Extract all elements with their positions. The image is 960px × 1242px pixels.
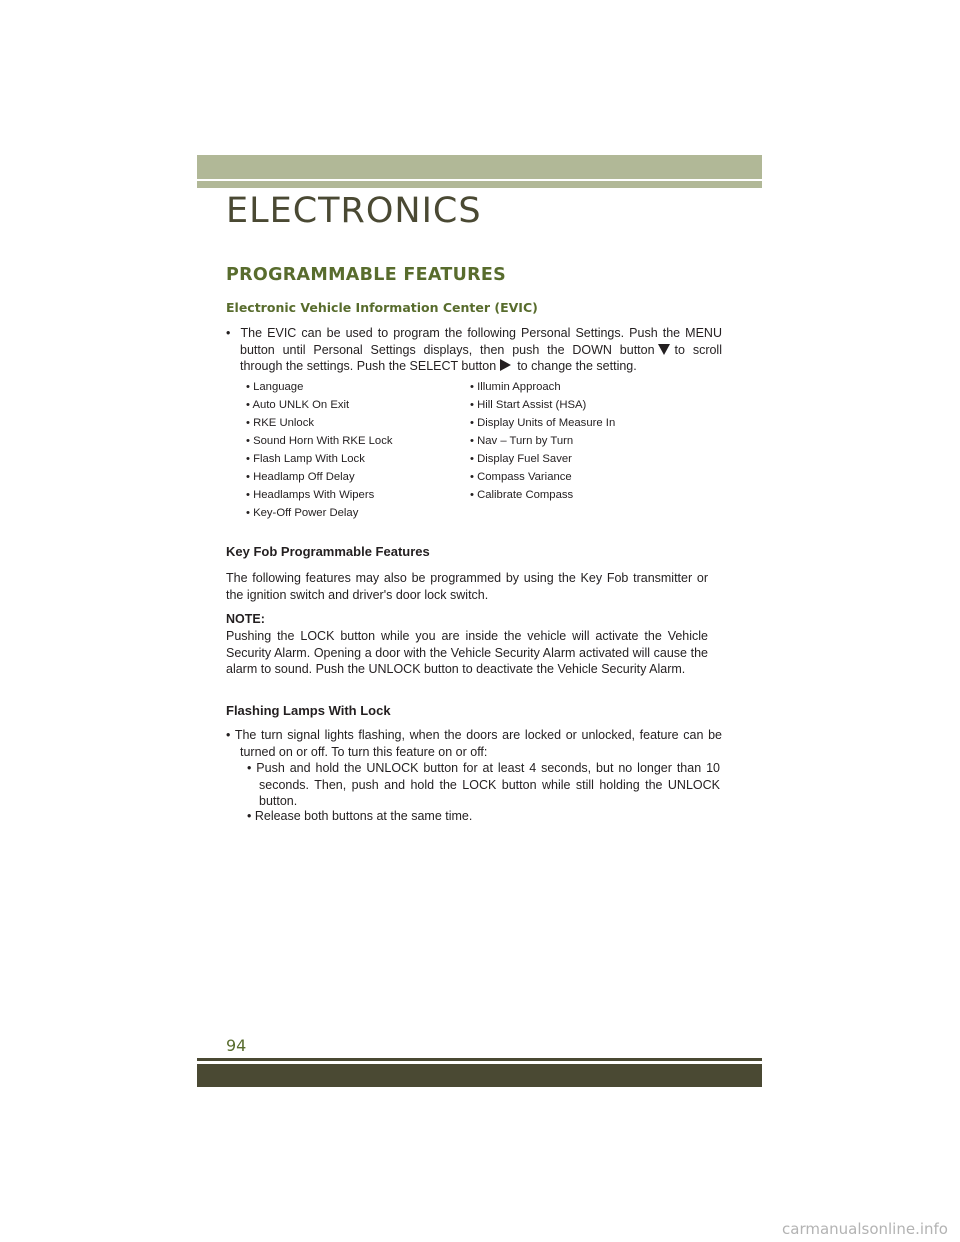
note-text: Pushing the LOCK button while you are inside the vehicle will activate the Vehicle Security Alarm. Opening a door with the Vehicle Security Alarm activated will cause the alarm to sound. Push the UNLOCK button to deactivate the Vehicle Security Alarm. [226,629,708,676]
evic-heading: Electronic Vehicle Information Center (EVIC) [226,300,538,315]
list-item: • Display Units of Measure In [470,417,616,429]
page-heading: PROGRAMMABLE FEATURES [226,265,507,285]
flashing-heading: Flashing Lamps With Lock [226,703,391,718]
page-number: 94 [226,1036,247,1055]
footer-rule [197,1058,762,1061]
list-item: • Hill Start Assist (HSA) [470,399,587,411]
list-item: • Language [246,381,304,393]
list-item: • Key-Off Power Delay [246,507,359,519]
list-item: • Headlamps With Wipers [246,489,375,501]
evic-intro-part2: to scroll through the settings. Push the SELECT button [240,342,722,373]
keyfob-paragraph: The following features may also be programmed by using the Key Fob transmitter or the ignition switch and driver's door lock switch. [226,571,708,602]
header-rule [197,181,762,188]
list-item: • Compass Variance [470,471,572,483]
flashing-sub-bullet: • Push and hold the UNLOCK button for at least 4 seconds, but no longer than 10 seconds. Then, push and hold the LOCK button while still holding the UNLOCK button. [247,761,720,808]
settings-list-left [246,378,393,522]
evic-intro-part3: to change the setting. [517,359,637,373]
watermark: carmanualsonline.info [782,1220,948,1238]
settings-list-right [470,378,615,504]
list-item: • Headlamp Off Delay [246,471,355,483]
list-item: • Sound Horn With RKE Lock [246,435,393,447]
evic-intro: • The EVIC can be used to program the following Personal Settings. Push the MENU button until Personal Settings displays, then push the DOWN button to scroll through the settings. Push the SELECT button to change the setting. [226,326,722,373]
section-title: ELECTRONICS [226,191,482,231]
list-item: • Calibrate Compass [470,489,574,501]
list-item: • Illumin Approach [470,381,561,393]
footer-bar [197,1064,762,1087]
right-arrow-icon [500,359,511,371]
header-bar [197,155,762,179]
note-label: NOTE: [226,612,265,626]
list-item: • Nav – Turn by Turn [470,435,574,447]
flashing-bullet: • The turn signal lights flashing, when the doors are locked or unlocked, feature can be turned on or off. To turn this feature on or off: [226,728,722,759]
list-item: • Auto UNLK On Exit [246,399,350,411]
evic-intro-part1: The EVIC can be used to program the following Personal Settings. Push the MENU button until Personal Settings displays, then push the DOWN button [240,326,722,357]
flashing-sub-bullet: • Release both buttons at the same time. [247,809,473,823]
down-arrow-icon [658,344,670,355]
list-item: • Flash Lamp With Lock [246,453,365,465]
list-item: • RKE Unlock [246,417,314,429]
list-item: • Display Fuel Saver [470,453,572,465]
keyfob-heading: Key Fob Programmable Features [226,544,430,559]
